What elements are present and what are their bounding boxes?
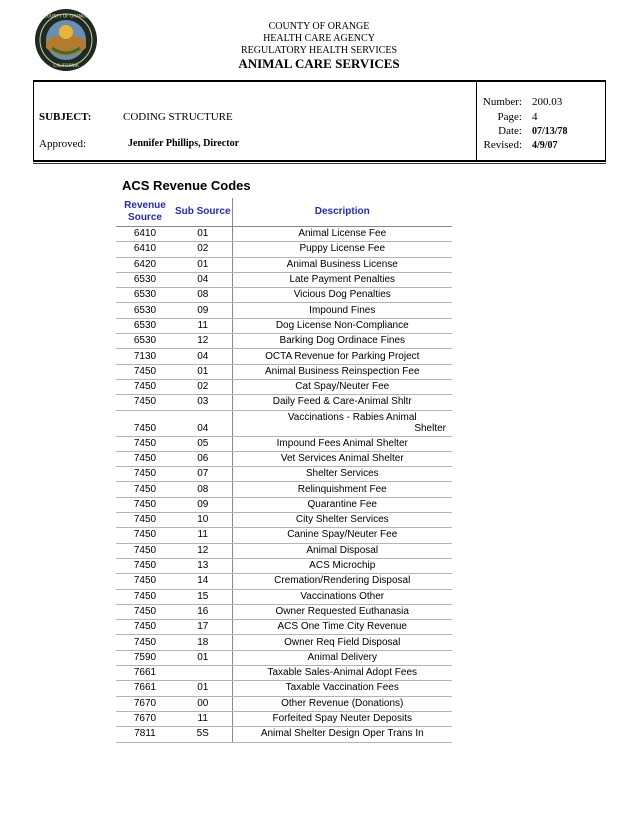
revenue-source-cell: 6530 xyxy=(116,272,174,287)
table-row xyxy=(116,379,452,394)
table-row xyxy=(116,364,452,379)
number-label: Number: xyxy=(482,96,522,108)
sub-source-cell: 09 xyxy=(174,497,232,512)
header-box-right-border xyxy=(605,80,606,162)
header-box-bottom-rule xyxy=(33,160,606,162)
revenue-source-cell: 6410 xyxy=(116,242,174,257)
description-cell: Vicious Dog Penalties xyxy=(232,288,452,303)
sub-source-cell xyxy=(174,666,232,681)
description-cell: Taxable Sales-Animal Adopt Fees xyxy=(232,666,452,681)
sub-source-cell: 05 xyxy=(174,436,232,451)
description-cell: Vaccinations Other xyxy=(232,589,452,604)
sub-source-cell: 16 xyxy=(174,604,232,619)
table-row xyxy=(116,497,452,512)
revenue-source-cell: 7450 xyxy=(116,436,174,451)
sub-source-cell: 5S xyxy=(174,727,232,742)
sub-source-cell: 15 xyxy=(174,589,232,604)
page-label: Page: xyxy=(497,111,522,123)
description-cell: Owner Requested Euthanasia xyxy=(232,604,452,619)
subject-label: SUBJECT: xyxy=(39,111,92,123)
revenue-source-cell: 7130 xyxy=(116,349,174,364)
table-row xyxy=(116,436,452,451)
agency-line-health: HEALTH CARE AGENCY xyxy=(263,33,375,44)
revenue-source-cell: 7450 xyxy=(116,604,174,619)
description-cell: Late Payment Penalties xyxy=(232,272,452,287)
department-title: ANIMAL CARE SERVICES xyxy=(238,56,400,71)
table-row xyxy=(116,227,452,242)
sub-source-cell: 12 xyxy=(174,334,232,349)
sub-source-cell: 09 xyxy=(174,303,232,318)
description-cell: Cremation/Rendering Disposal xyxy=(232,574,452,589)
description-cell: Animal Shelter Design Oper Trans In xyxy=(232,727,452,742)
description-cell: Animal Business Reinspection Fee xyxy=(232,364,452,379)
svg-text:COUNTY OF ORANGE: COUNTY OF ORANGE xyxy=(44,13,88,19)
revenue-source-cell: 7590 xyxy=(116,650,174,665)
sub-source-cell: 01 xyxy=(174,681,232,696)
sub-source-cell: 08 xyxy=(174,482,232,497)
table-row xyxy=(116,635,452,650)
table-row xyxy=(116,482,452,497)
description-cell: Daily Feed & Care-Animal Shltr xyxy=(232,395,452,410)
description-cell: Relinquishment Fee xyxy=(232,482,452,497)
description-cell: Forfeited Spay Neuter Deposits xyxy=(232,711,452,726)
sub-source-cell: 04 xyxy=(174,349,232,364)
description-cell: ACS One Time City Revenue xyxy=(232,620,452,635)
page-value: 4 xyxy=(532,111,538,123)
sub-source-cell: 11 xyxy=(174,318,232,333)
sub-source-cell: 10 xyxy=(174,513,232,528)
table-body xyxy=(116,227,452,743)
date-label: Date: xyxy=(498,125,522,137)
header-revenue-source: Revenue Source xyxy=(116,198,174,227)
revenue-source-cell: 7450 xyxy=(116,497,174,512)
sub-source-cell: 03 xyxy=(174,395,232,410)
description-cell xyxy=(232,410,452,436)
revised-value: 4/9/07 xyxy=(532,140,558,151)
description-cell: Vet Services Animal Shelter xyxy=(232,451,452,466)
description-cell: Animal License Fee xyxy=(232,227,452,242)
description-cell: Other Revenue (Donations) xyxy=(232,696,452,711)
svg-text:CALIFORNIA: CALIFORNIA xyxy=(53,63,79,68)
table-header-row xyxy=(116,198,452,227)
description-cell: Dog License Non-Compliance xyxy=(232,318,452,333)
sub-source-cell: 13 xyxy=(174,558,232,573)
sub-source-cell: 11 xyxy=(174,711,232,726)
approved-label: Approved: xyxy=(39,138,87,150)
revenue-source-cell: 7450 xyxy=(116,620,174,635)
revenue-source-cell: 7450 xyxy=(116,395,174,410)
description-cell: Taxable Vaccination Fees xyxy=(232,681,452,696)
table-row xyxy=(116,589,452,604)
description-cell: Canine Spay/Neuter Fee xyxy=(232,528,452,543)
table-row xyxy=(116,451,452,466)
table-row xyxy=(116,696,452,711)
header-box-bottom-double-rule xyxy=(33,163,606,164)
revenue-source-cell: 7450 xyxy=(116,574,174,589)
sub-source-cell: 00 xyxy=(174,696,232,711)
revenue-source-cell: 7661 xyxy=(116,681,174,696)
revenue-source-cell: 6530 xyxy=(116,288,174,303)
sub-source-cell: 06 xyxy=(174,451,232,466)
description-cell: City Shelter Services xyxy=(232,513,452,528)
revenue-source-cell: 6530 xyxy=(116,318,174,333)
revenue-source-cell: 7670 xyxy=(116,711,174,726)
table-row xyxy=(116,620,452,635)
description-cell: Shelter Services xyxy=(232,467,452,482)
revenue-source-cell: 7450 xyxy=(116,451,174,466)
revenue-source-cell: 7450 xyxy=(116,528,174,543)
header-sub-source: Sub Source xyxy=(174,198,232,227)
revenue-source-cell: 7450 xyxy=(116,543,174,558)
sub-source-cell: 02 xyxy=(174,379,232,394)
revenue-source-cell: 7450 xyxy=(116,482,174,497)
header-box-top-rule xyxy=(33,80,606,82)
date-value: 07/13/78 xyxy=(532,126,568,137)
table-row xyxy=(116,334,452,349)
description-cell: ACS Microchip xyxy=(232,558,452,573)
table-row xyxy=(116,288,452,303)
subject-value: CODING STRUCTURE xyxy=(123,111,233,123)
agency-line-county: COUNTY OF ORANGE xyxy=(268,21,370,32)
section-title: ACS Revenue Codes xyxy=(122,178,251,193)
description-cell: Owner Req Field Disposal xyxy=(232,635,452,650)
revenue-source-cell: 7450 xyxy=(116,364,174,379)
revenue-source-cell: 7670 xyxy=(116,696,174,711)
table-row xyxy=(116,543,452,558)
table-row xyxy=(116,467,452,482)
revenue-source-cell: 7811 xyxy=(116,727,174,742)
table-row xyxy=(116,410,452,436)
description-cell: Impound Fees Animal Shelter xyxy=(232,436,452,451)
header-box-left-border xyxy=(33,80,34,162)
description-cell: OCTA Revenue for Parking Project xyxy=(232,349,452,364)
revised-label: Revised: xyxy=(483,139,522,151)
revenue-source-cell: 6420 xyxy=(116,257,174,272)
table-row xyxy=(116,650,452,665)
description-cell: Quarantine Fee xyxy=(232,497,452,512)
sub-source-cell: 11 xyxy=(174,528,232,543)
sub-source-cell: 04 xyxy=(174,272,232,287)
description-line-1: Vaccinations - Rabies Animal xyxy=(287,412,417,424)
sub-source-cell: 17 xyxy=(174,620,232,635)
sub-source-cell: 01 xyxy=(174,227,232,242)
sub-source-cell: 14 xyxy=(174,574,232,589)
table-row xyxy=(116,574,452,589)
table-row xyxy=(116,711,452,726)
sub-source-cell: 02 xyxy=(174,242,232,257)
table-row xyxy=(116,681,452,696)
sub-source-cell: 01 xyxy=(174,650,232,665)
sub-source-cell: 01 xyxy=(174,364,232,379)
revenue-source-cell: 6410 xyxy=(116,227,174,242)
sub-source-cell: 07 xyxy=(174,467,232,482)
description-cell: Impound Fines xyxy=(232,303,452,318)
revenue-codes-table xyxy=(116,198,452,743)
revenue-source-cell: 7450 xyxy=(116,589,174,604)
revenue-source-cell: 6530 xyxy=(116,303,174,318)
revenue-source-cell: 7450 xyxy=(116,467,174,482)
table-row xyxy=(116,303,452,318)
description-cell: Animal Delivery xyxy=(232,650,452,665)
revenue-source-cell: 7450 xyxy=(116,513,174,528)
revenue-source-cell: 7450 xyxy=(116,379,174,394)
table-row xyxy=(116,395,452,410)
number-value: 200.03 xyxy=(532,96,563,108)
header-description: Description xyxy=(232,198,452,227)
revenue-source-cell: 6530 xyxy=(116,334,174,349)
description-cell: Animal Disposal xyxy=(232,543,452,558)
table-row xyxy=(116,272,452,287)
table-row xyxy=(116,349,452,364)
sub-source-cell: 18 xyxy=(174,635,232,650)
description-cell: Barking Dog Ordinace Fines xyxy=(232,334,452,349)
sub-source-cell: 01 xyxy=(174,257,232,272)
agency-line-regulatory: REGULATORY HEALTH SERVICES xyxy=(240,45,398,56)
revenue-source-cell: 7450 xyxy=(116,635,174,650)
description-cell: Animal Business License xyxy=(232,257,452,272)
table-row xyxy=(116,528,452,543)
description-cell: Puppy License Fee xyxy=(232,242,452,257)
table-row xyxy=(116,604,452,619)
table-row xyxy=(116,257,452,272)
sub-source-cell: 08 xyxy=(174,288,232,303)
table-row xyxy=(116,558,452,573)
description-line-2: Shelter xyxy=(414,423,446,435)
sub-source-cell: 04 xyxy=(174,410,232,436)
table-row xyxy=(116,727,452,742)
sub-source-cell: 12 xyxy=(174,543,232,558)
revenue-source-cell: 7450 xyxy=(116,410,174,436)
table-row xyxy=(116,242,452,257)
table-row xyxy=(116,513,452,528)
description-cell: Cat Spay/Neuter Fee xyxy=(232,379,452,394)
table-row xyxy=(116,318,452,333)
table-row xyxy=(116,666,452,681)
revenue-source-cell: 7661 xyxy=(116,666,174,681)
revenue-source-cell: 7450 xyxy=(116,558,174,573)
approved-value: Jennifer Phillips, Director xyxy=(128,138,240,149)
